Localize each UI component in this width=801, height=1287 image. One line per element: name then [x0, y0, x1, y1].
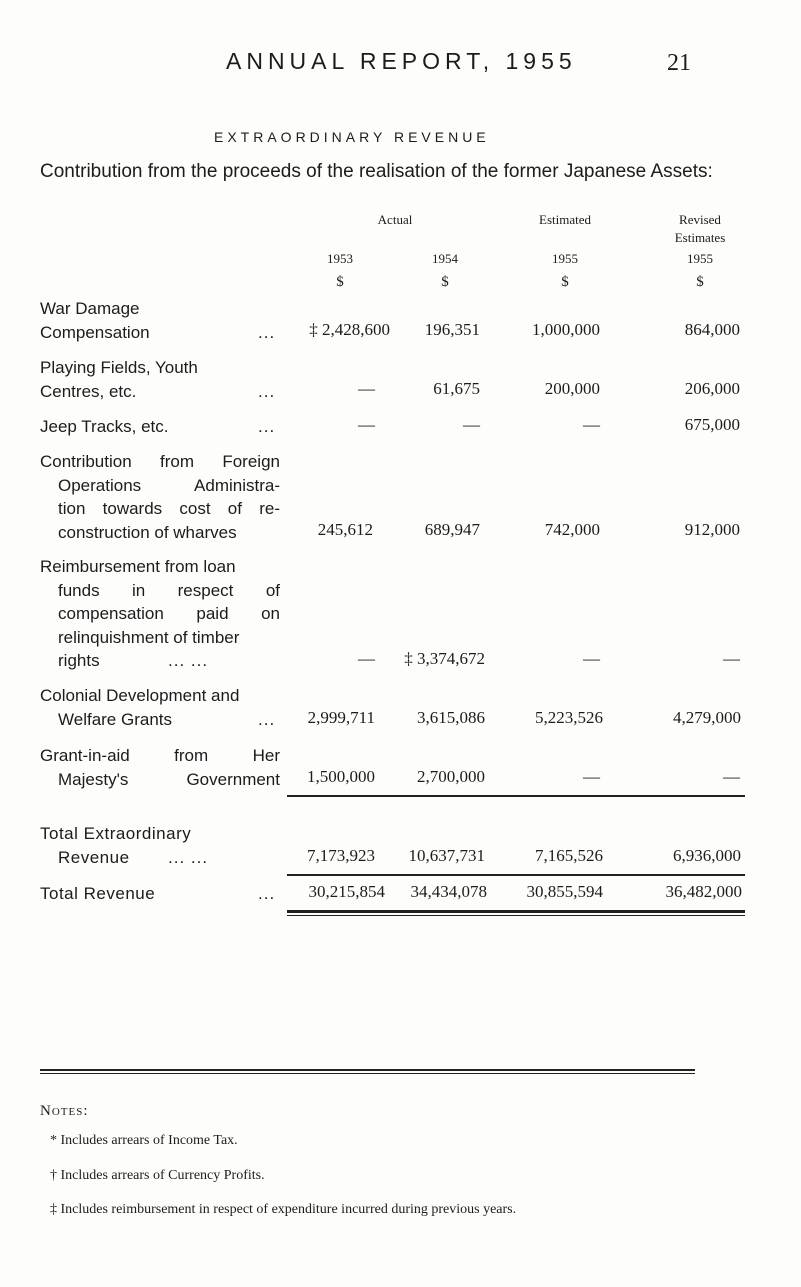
report-header-title: ANNUAL REPORT, 1955 [226, 48, 577, 74]
row-label-colonial-development: Colonial Development and Welfare Grants ... [40, 686, 276, 729]
year-header-1955-estimated: 1955 [552, 251, 578, 266]
cell-reimbursement-1954: ‡ 3,374,672 [404, 649, 485, 668]
cell-colonial-1955-est: 5,223,526 [535, 708, 603, 727]
notes-separator-thin [40, 1073, 695, 1074]
cell-reimbursement-1955-rev: — [723, 649, 740, 668]
note-income-tax: * Includes arrears of Income Tax. [50, 1133, 238, 1148]
cell-colonial-1955-rev: 4,279,000 [673, 708, 741, 727]
cell-total-1954: 34,434,078 [410, 882, 487, 901]
estimated-group-header: Estimated [539, 212, 591, 227]
cell-playing-fields-1955-est: 200,000 [544, 379, 600, 398]
cell-total-extra-1955-est: 7,165,526 [535, 846, 603, 865]
cell-total-extra-1953: 7,173,923 [307, 846, 375, 865]
cell-grant-1953: 1,500,000 [307, 767, 375, 786]
cell-playing-fields-1953: — [358, 379, 375, 398]
cell-foreign-ops-1955-rev: 912,000 [684, 520, 740, 539]
row-label-total-revenue: Total Revenue ... [40, 884, 276, 903]
cell-playing-fields-1954: 61,675 [433, 379, 480, 398]
cell-jeep-tracks-1955-est: — [583, 415, 600, 434]
row-label-war-damage: War Damage Compensation ... [40, 299, 276, 342]
cell-reimbursement-1955-est: — [583, 649, 600, 668]
cell-foreign-ops-1954: 689,947 [424, 520, 480, 539]
currency-header-1955-estimated: $ [561, 274, 569, 290]
cell-total-1955-rev: 36,482,000 [665, 882, 742, 901]
cell-reimbursement-1953: — [358, 649, 375, 668]
currency-header-1954: $ [441, 274, 449, 290]
cell-total-extra-1955-rev: 6,936,000 [673, 846, 741, 865]
note-currency-profits: † Includes arrears of Currency Profits. [50, 1168, 265, 1183]
double-rule-top [287, 910, 745, 913]
cell-war-damage-1953: ‡ 2,428,600 [309, 320, 390, 339]
year-header-1953: 1953 [327, 251, 353, 266]
revised-group-header-line2: Estimates [674, 230, 726, 245]
actual-group-header: Actual [377, 212, 413, 227]
section-title: EXTRAORDINARY REVENUE [214, 129, 490, 145]
year-header-1955-revised: 1955 [687, 251, 713, 266]
cell-war-damage-1954: 196,351 [424, 320, 480, 339]
row-label-jeep-tracks: Jeep Tracks, etc. ... [40, 417, 276, 436]
cell-total-1953: 30,215,854 [308, 882, 385, 901]
cell-jeep-tracks-1953: — [358, 415, 375, 434]
cell-total-extra-1954: 10,637,731 [408, 846, 485, 865]
intro-paragraph: Contribution from the proceeds of the realisation of the former Japanese Assets: [40, 161, 713, 182]
double-rule-bottom [287, 915, 745, 916]
cell-jeep-tracks-1954: — [463, 415, 480, 434]
cell-war-damage-1955-est: 1,000,000 [532, 320, 600, 339]
row-label-reimbursement: Reimbursement from loan funds in respect of compensation paid on relinquishment of timber rights ... ... [40, 557, 280, 670]
page-number: 21 [667, 50, 691, 76]
subtotal-rule [287, 795, 745, 797]
total-rule [287, 874, 745, 876]
row-label-total-extraordinary: Total Extraordinary Revenue ... ... [40, 824, 209, 867]
cell-grant-1955-est: — [583, 767, 600, 786]
cell-grant-1955-rev: — [723, 767, 740, 786]
cell-total-1955-est: 30,855,594 [526, 882, 603, 901]
cell-grant-1954: 2,700,000 [417, 767, 485, 786]
note-reimbursement: ‡ Includes reimbursement in respect of expenditure incurred during previous years. [50, 1202, 517, 1217]
row-label-foreign-operations: Contribution from Foreign Operations Administra- tion towards cost of re- construction of wharves [40, 452, 280, 542]
row-label-playing-fields: Playing Fields, Youth Centres, etc. ... [40, 358, 276, 401]
notes-title: Notes: [40, 1103, 89, 1119]
cell-colonial-1954: 3,615,086 [417, 708, 485, 727]
cell-jeep-tracks-1955-rev: 675,000 [684, 415, 740, 434]
cell-playing-fields-1955-rev: 206,000 [684, 379, 740, 398]
row-label-grant-in-aid: Grant-in-aid from Her Majesty's Government [40, 746, 280, 789]
currency-header-1955-revised: $ [696, 274, 704, 290]
notes-separator [40, 1069, 695, 1071]
cell-war-damage-1955-rev: 864,000 [684, 320, 740, 339]
cell-colonial-1953: 2,999,711 [307, 708, 375, 727]
currency-header-1953: $ [336, 274, 344, 290]
cell-foreign-ops-1955-est: 742,000 [544, 520, 600, 539]
cell-foreign-ops-1953: 245,612 [317, 520, 373, 539]
revised-group-header-line1: Revised [679, 212, 721, 227]
year-header-1954: 1954 [432, 251, 458, 266]
